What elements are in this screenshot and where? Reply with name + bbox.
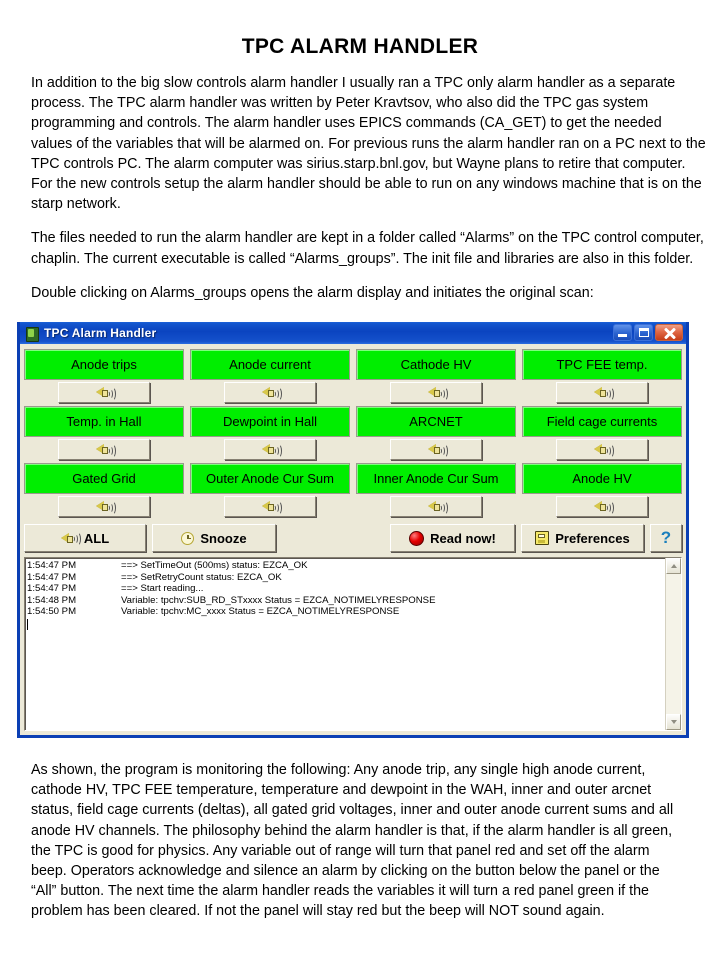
ack-button-tpc-fee-temp[interactable]: [556, 382, 648, 403]
log-timestamp: 1:54:48 PM: [27, 594, 77, 606]
window-titlebar: [20, 322, 686, 344]
ack-row: [190, 380, 350, 405]
help-button[interactable]: [650, 524, 682, 552]
page-title: TPC ALARM HANDLER: [241, 35, 479, 58]
alarm-panel-grid: [24, 349, 682, 520]
ack-button-anode-hv[interactable]: [556, 496, 648, 517]
alarm-row: [24, 349, 682, 405]
ack-row: [356, 437, 516, 462]
all-button-label: ALL: [83, 530, 110, 546]
ack-row: [24, 437, 184, 462]
ack-row: [190, 494, 350, 519]
ack-button-cathode-hv[interactable]: [390, 382, 482, 403]
alarm-cell: [190, 463, 350, 519]
log-message: ==> SetTimeOut (500ms) status: EZCA_OK: [121, 560, 308, 571]
log-timestamp: 1:54:50 PM: [27, 606, 77, 618]
alarm-panel-gated-grid[interactable]: Gated Grid: [24, 463, 184, 494]
ack-button-dewpoint-in-hall[interactable]: [224, 439, 316, 460]
speaker-icon: [262, 386, 279, 399]
snooze-button[interactable]: [152, 524, 276, 552]
scroll-up-icon[interactable]: [666, 558, 681, 574]
alarm-toolbar: [24, 523, 682, 553]
speaker-icon: [262, 500, 279, 513]
ack-row: [190, 437, 350, 462]
alarm-panel-arcnet[interactable]: ARCNET: [356, 406, 516, 437]
snooze-button-label: Snooze: [200, 530, 247, 546]
ack-button-inner-anode-cur-sum[interactable]: [390, 496, 482, 517]
alarm-cell: [356, 349, 516, 405]
all-acknowledge-button[interactable]: [24, 524, 146, 552]
log-line: [27, 583, 665, 595]
minimize-icon[interactable]: [613, 324, 632, 341]
closing-paragraph: As shown, the program is monitoring the following: Any anode trip, any single high anode current, cathode HV, TPC FEE temperature, temperature and dewpoint in the WAH, inner and outer arcnet status, field cage currents (deltas), all gated grid voltages, inner and outer anode current sums and all anode HV channels. The philosophy behind the alarm handler is that, if the alarm handler is all green, the TPC is good for physics. Any variable out of range will turn that panel red and set off the alarm beep. Operators acknowledge and silence an alarm by clicking on the button below the panel or the “All” button. The next time the alarm handler reads the variables it will turn a red panel green if the problem has been cleared. If not the panel will stay red but the beep will NOT sound again.: [31, 762, 674, 920]
ack-button-field-cage-currents[interactable]: [556, 439, 648, 460]
log-line: [27, 606, 665, 618]
alarm-panel-temp-in-hall[interactable]: Temp. in Hall: [24, 406, 184, 437]
close-icon[interactable]: [655, 324, 683, 341]
log-message: ==> Start reading...: [121, 583, 204, 595]
ack-row: [522, 380, 682, 405]
text-caret: [27, 619, 28, 630]
alarm-cell: [24, 463, 184, 519]
log-line: [27, 572, 665, 584]
scrollbar-track[interactable]: [666, 574, 681, 714]
speaker-icon: [428, 386, 445, 399]
log-line: [27, 595, 665, 607]
maximize-icon[interactable]: [634, 324, 653, 341]
ack-button-anode-current[interactable]: [224, 382, 316, 403]
speaker-icon: [96, 386, 113, 399]
log-scrollbar[interactable]: [665, 558, 681, 730]
preferences-button-label: Preferences: [555, 530, 630, 546]
alarm-panel-inner-anode-cur-sum[interactable]: Inner Anode Cur Sum: [356, 463, 516, 494]
speaker-icon: [594, 500, 611, 513]
log-lines: [25, 558, 665, 730]
intro-paragraph-2: The files needed to run the alarm handler are kept in a folder called “Alarms” on the TPC control computer, chaplin. The current executable is called “Alarms_groups”. The init file and libraries are also in this folder.: [31, 230, 704, 267]
ack-row: [522, 494, 682, 519]
alarm-cell: [356, 406, 516, 462]
alarm-cell: [356, 463, 516, 519]
alarm-row: [24, 463, 682, 519]
alarm-panel-outer-anode-cur-sum[interactable]: Outer Anode Cur Sum: [190, 463, 350, 494]
alarm-row: [24, 406, 682, 462]
alarm-cell: [24, 406, 184, 462]
question-mark-icon: ?: [660, 528, 672, 547]
speaker-icon: [96, 443, 113, 456]
alarm-panel-anode-current[interactable]: Anode current: [190, 349, 350, 380]
ack-button-arcnet[interactable]: [390, 439, 482, 460]
alarm-panel-anode-trips[interactable]: Anode trips: [24, 349, 184, 380]
speaker-icon: [594, 386, 611, 399]
ack-row: [356, 494, 516, 519]
window-title: TPC Alarm Handler: [44, 326, 157, 340]
speaker-icon: [594, 443, 611, 456]
intro-paragraph-1: In addition to the big slow controls alarm handler I usually ran a TPC only alarm handler as a separate process. The TPC alarm handler was written by Peter Kravtsov, who also did the TPC gas system programming and controls. The alarm handler uses EPICS commands (CA_GET) to get the needed values of the variables that will be alarmed on. For previous runs the alarm handler ran on a PC next to the TPC controls PC. The alarm computer was sirius.starp.bnl.gov, but Wayne plans to retire that computer. For the new controls setup the alarm handler should be able to run on any windows machine that is on the starp network.: [31, 75, 706, 213]
alarm-cell: [190, 349, 350, 405]
speaker-icon: [428, 500, 445, 513]
log-output-area[interactable]: [24, 557, 682, 731]
ack-row: [356, 380, 516, 405]
window-client-area: [20, 344, 686, 735]
alarm-app-icon: [24, 326, 39, 341]
log-message: Variable: tpchv:SUB_RD_STxxxx Status = EZCA_NOTIMELYRESPONSE: [121, 594, 436, 606]
log-timestamp: 1:54:47 PM: [27, 583, 77, 595]
ack-row: [522, 437, 682, 462]
speaker-icon: [96, 500, 113, 513]
clock-icon: [181, 532, 194, 545]
ack-button-anode-trips[interactable]: [58, 382, 150, 403]
tpc-alarm-handler-window: [17, 322, 689, 738]
alarm-cell: [24, 349, 184, 405]
alarm-cell: [190, 406, 350, 462]
speaker-icon: [262, 443, 279, 456]
speaker-icon: [61, 532, 78, 545]
intro-paragraph-3: Double clicking on Alarms_groups opens the alarm display and initiates the original scan:: [31, 284, 594, 301]
ack-button-gated-grid[interactable]: [58, 496, 150, 517]
log-timestamp: 1:54:47 PM: [27, 571, 77, 583]
ack-button-temp-in-hall[interactable]: [58, 439, 150, 460]
ack-row: [24, 494, 184, 519]
log-line: [27, 560, 665, 572]
ack-button-outer-anode-cur-sum[interactable]: [224, 496, 316, 517]
alarm-panel-anode-hv[interactable]: Anode HV: [522, 463, 682, 494]
alarm-cell: [522, 406, 682, 462]
speaker-icon: [428, 443, 445, 456]
red-circle-icon: [409, 531, 424, 546]
ack-row: [24, 380, 184, 405]
log-message: Variable: tpchv:MC_xxxx Status = EZCA_NOTIMELYRESPONSE: [121, 606, 400, 618]
alarm-panel-field-cage-currents[interactable]: Field cage currents: [522, 406, 682, 437]
read-now-button[interactable]: [390, 524, 515, 552]
device-settings-icon: [535, 531, 549, 545]
read-now-button-label: Read now!: [430, 530, 496, 546]
alarm-panel-cathode-hv[interactable]: Cathode HV: [356, 349, 516, 380]
window-controls: [613, 324, 683, 341]
scroll-down-icon[interactable]: [666, 714, 681, 730]
alarm-cell: [522, 349, 682, 405]
preferences-button[interactable]: [521, 524, 644, 552]
alarm-panel-tpc-fee-temp[interactable]: TPC FEE temp.: [522, 349, 682, 380]
alarm-cell: [522, 463, 682, 519]
alarm-panel-dewpoint-in-hall[interactable]: Dewpoint in Hall: [190, 406, 350, 437]
log-timestamp: 1:54:47 PM: [27, 560, 77, 571]
log-message: ==> SetRetryCount status: EZCA_OK: [121, 571, 282, 583]
